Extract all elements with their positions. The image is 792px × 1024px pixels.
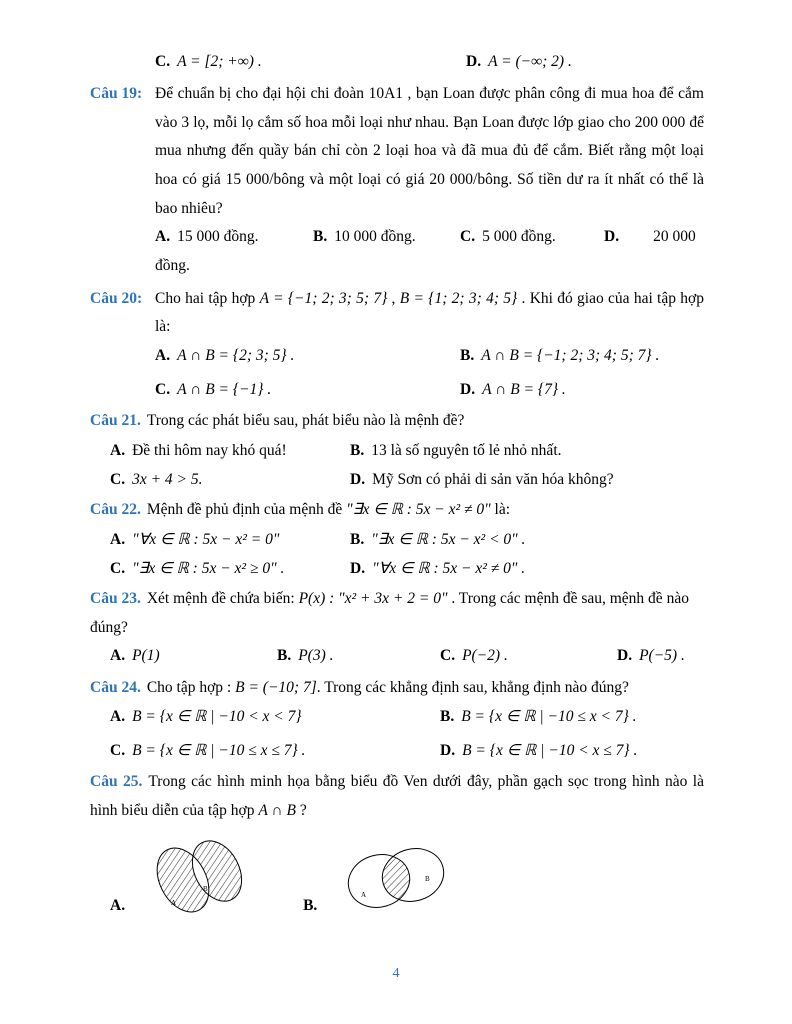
option-text: P(−5) . [639,647,685,665]
option-text: A ∩ B = {2; 3; 5} . [177,346,295,364]
text-segment: là: [490,501,511,519]
venn-option-label: B. [303,897,318,915]
option-b [350,527,704,552]
text-segment: Cho tập hợp : [146,679,236,697]
option-text: A = [2; +∞) . [177,53,262,70]
option-letter: D. [440,742,456,759]
math-segment: A = {−1; 2; 3; 5; 7} [259,289,388,307]
question-20-label: Câu 20: [90,289,143,307]
math-segment: P(x) : "x² + 3x + 2 = 0" [298,589,448,607]
text-segment: Trong các hình minh họa bằng biểu đồ Ven dưới đây, phần gạch sọc trong hình nào là hình biểu diễn của tập hợp [90,773,704,819]
venn-a-svg [141,835,261,917]
option-letter: C. [155,53,171,70]
carryover-option-d [466,48,572,76]
option-text: B = {x ∈ ℝ | −10 < x ≤ 7} . [462,742,638,759]
option-letter: B. [350,441,365,459]
question-23 [90,585,704,670]
math-segment: B = (−10; 7] [235,679,317,697]
option-b [460,342,704,369]
question-20-options [155,342,704,403]
option-text: "∃x ∈ ℝ : 5x − x² ≥ 0" . [132,559,285,577]
option-text: 5 000 đồng. [482,228,556,246]
text-segment: . Trong các mệnh đề sau, mệnh đề nào đúng? [90,589,689,636]
text-segment: Xét mệnh đề chứa biến: [146,589,299,607]
text-segment: Mệnh đề phủ định của mệnh đề [146,501,347,519]
option-letter: A. [110,441,126,459]
option-text: Đề thi hôm nay khó quá! [132,441,287,459]
option-a [110,527,350,552]
option-text: 15 000 đồng. [177,228,259,246]
question-24-label: Câu 24. [90,679,141,697]
option-text: P(−2) . [462,647,508,665]
text-segment: Cho hai tập hợp [155,289,260,307]
option-d [604,223,704,252]
option-c [460,223,604,252]
option-c [110,556,350,581]
option-text: 10 000 đồng. [334,228,416,246]
question-19-text: Để chuẩn bị cho đại hội chi đoàn 10A1 , bạn Loan được phân công đi mua hoa để cắm vào 3 lọ, mỗi lọ cắm số hoa mỗi loại như nhau. Bạn Loan được lớp giao cho 200 000 để mua nhưng đến quầy bán chỉ còn 2 loại hoa và đã mua đủ để cắm. Biết rằng một loại hoa có giá 15 000/bông và một loại có giá 20 000/bông. Số tiền dư ra ít nhất có thể là bao nhiêu? [155,84,704,217]
option-text: 13 là số nguyên tố lẻ nhỏ nhất. [371,441,562,459]
question-25-label: Câu 25. [90,773,143,791]
math-segment: "∃x ∈ ℝ : 5x − x² ≠ 0" [346,501,491,519]
option-letter: B. [440,707,455,725]
math-segment: A ∩ B [258,801,296,819]
venn-b-svg [333,841,459,917]
option-letter: C. [110,559,126,577]
option-text: 20 000 [653,228,696,246]
venn-diagram-a [110,835,261,917]
question-22-label: Câu 22. [90,501,141,519]
question-21-label: Câu 21. [90,412,141,430]
text-segment: . Trong các khẳng định sau, khẳng định nào đúng? [316,679,629,697]
option-text: Mỹ Sơn có phải di sản văn hóa không? [372,470,614,488]
option-letter: A. [155,346,171,364]
set-label-a: A [361,891,367,900]
question-23-options [110,642,704,670]
question-19-options [155,223,704,252]
option-b [440,703,704,730]
math-segment: B = {1; 2; 3; 4; 5} [399,289,518,307]
option-text: A = (−∞; 2) . [488,53,572,70]
question-22 [90,496,704,581]
question-22-options [110,527,704,581]
option-letter: D. [617,647,633,665]
option-letter: B. [277,647,292,665]
question-20 [90,285,704,404]
carryover-options-row [90,48,704,76]
option-letter: C. [110,470,126,488]
option-d [350,467,704,492]
option-text: "∀x ∈ ℝ : 5x − x² = 0" [132,530,280,548]
option-text: B = {x ∈ ℝ | −10 ≤ x ≤ 7} . [132,742,306,759]
set-label-b: B [203,885,208,894]
option-letter: D. [466,53,482,70]
question-23-label: Câu 23. [90,589,141,607]
option-c [110,737,440,764]
option-d [440,737,704,764]
option-a [110,703,440,730]
question-24-options [110,703,704,764]
option-letter: C. [440,647,456,665]
option-a [110,642,277,670]
carryover-option-c [155,48,466,76]
text-segment: , [387,289,400,307]
option-b [313,223,460,252]
option-d [460,376,704,403]
option-a [155,223,313,252]
option-letter: B. [313,228,328,246]
option-b [350,438,704,463]
option-c [440,642,617,670]
page-number: 4 [392,966,400,981]
set-label-b: B [425,875,430,884]
option-letter: C. [460,228,476,246]
option-text: A ∩ B = {−1; 2; 3; 4; 5; 7} . [481,346,660,364]
option-letter: C. [110,742,126,759]
option-text: P(1) [132,647,160,665]
option-letter: A. [155,228,171,246]
option-text: B = {x ∈ ℝ | −10 < x < 7} [132,707,302,725]
venn-option-label: A. [110,897,126,915]
option-text: B = {x ∈ ℝ | −10 ≤ x < 7} . [461,707,637,725]
option-b [277,642,440,670]
venn-diagrams [110,835,704,917]
question-21-text: Trong các phát biểu sau, phát biểu nào là mệnh đề? [146,412,465,430]
option-a [155,342,460,369]
option-d-continuation: đồng. [155,256,190,274]
option-text: "∀x ∈ ℝ : 5x − x² ≠ 0" . [372,559,526,577]
question-24 [90,674,704,764]
option-c [155,376,460,403]
question-21 [90,407,704,492]
question-19-label: Câu 19: [90,84,143,102]
set-label-a: A [171,899,177,908]
option-letter: B. [460,346,475,364]
option-d [617,642,704,670]
option-letter: D. [460,381,476,399]
text-segment: . Khi đó giao của hai tập hợp là: [155,289,704,336]
question-20-text [155,285,704,342]
option-letter: D. [350,470,366,488]
option-letter: B. [350,530,365,548]
option-text: 3x + 4 > 5. [132,470,203,488]
option-letter: D. [604,228,620,246]
question-21-options [110,438,704,492]
venn-diagram-b [303,841,459,917]
option-letter: A. [110,707,126,725]
text-segment: ? [295,801,307,819]
option-letter: A. [110,647,126,665]
question-25 [90,768,704,917]
question-19 [90,80,704,281]
option-text: P(3) . [298,647,334,665]
option-text: "∃x ∈ ℝ : 5x − x² < 0" . [371,530,526,548]
option-c [110,467,350,492]
option-text: A ∩ B = {7} . [482,381,566,399]
option-letter: A. [110,530,126,548]
option-letter: C. [155,381,171,399]
option-a [110,438,350,463]
option-letter: D. [350,559,366,577]
option-d [350,556,704,581]
option-text: A ∩ B = {−1} . [177,381,272,399]
